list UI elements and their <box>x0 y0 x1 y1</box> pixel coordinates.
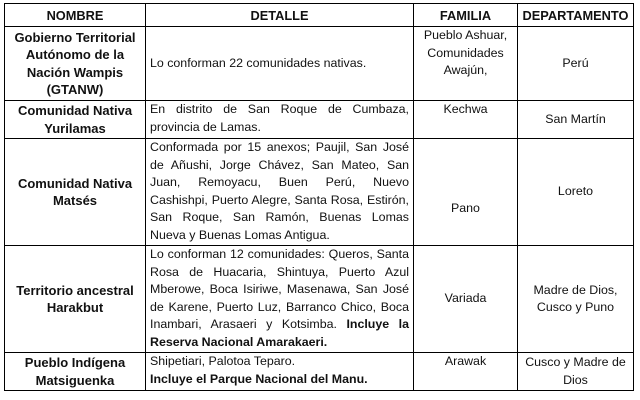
header-nombre: NOMBRE <box>5 4 146 27</box>
table-row <box>5 27 634 101</box>
familia-cell: Pueblo Ashuar, Comunidades Awajún, <box>414 27 518 101</box>
table-row <box>5 246 634 353</box>
departamento-cell: Loreto <box>518 139 634 246</box>
table-row <box>5 353 634 391</box>
detalle-bold-text: Incluye la Reserva Nacional Amarakaeri. <box>150 317 409 349</box>
familia-cell: Variada <box>414 246 518 353</box>
header-detalle: DETALLE <box>146 4 414 27</box>
table-row <box>5 101 634 139</box>
table-row <box>5 139 634 246</box>
departamento-cell: San Martín <box>518 101 634 139</box>
nombre-cell: Territorio ancestral Harakbut <box>5 246 146 353</box>
nombre-cell: Gobierno Territorial Autónomo de la Nación Wampis (GTANW) <box>5 27 146 101</box>
nombre-cell: Comunidad Nativa Matsés <box>5 139 146 246</box>
header-familia: FAMILIA <box>414 4 518 27</box>
departamento-cell: Madre de Dios, Cusco y Puno <box>518 246 634 353</box>
detalle-cell: Lo conforman 22 comunidades nativas. <box>146 27 414 101</box>
departamento-cell: Perú <box>518 27 634 101</box>
communities-table <box>4 3 634 391</box>
nombre-cell: Comunidad Nativa Yurilamas <box>5 101 146 139</box>
detalle-cell <box>146 246 414 353</box>
detalle-cell <box>146 353 414 391</box>
familia-cell: Kechwa <box>414 101 518 139</box>
detalle-text: Shipetiari, Palotoa Teparo. <box>150 354 296 368</box>
header-departamento: DEPARTAMENTO <box>518 4 634 27</box>
familia-cell: Pano <box>414 139 518 246</box>
nombre-cell: Pueblo Indígena Matsiguenka <box>5 353 146 391</box>
detalle-bold-text: Incluye el Parque Nacional del Manu. <box>150 371 368 386</box>
detalle-cell: Conformada por 15 anexos; Paujil, San José de Añushi, Jorge Chávez, San Mateo, San Juan, Remoyacu, Buen Perú, Nuevo Cashishpi, Puerto Alegre, Santa Rosa, Estirón, San Roque, San Ramón, Buenas Lomas Nueva y Buenas Lomas Antigua. <box>146 139 414 246</box>
familia-cell: Arawak <box>414 353 518 391</box>
detalle-text: Lo conforman 12 comunidades: Queros, Santa Rosa de Huacaria, Shintuya, Puerto Azul Mberowe, Boca Isiriwe, Masenawa, San José de Karene, Puerto Luz, Barranco Chico, Boca Inambari, Arasaeri y Kotsimba. <box>150 247 409 332</box>
header-row <box>5 4 634 27</box>
departamento-cell: Cusco y Madre de Dios <box>518 353 634 391</box>
detalle-cell: En distrito de San Roque de Cumbaza, provincia de Lamas. <box>146 101 414 139</box>
